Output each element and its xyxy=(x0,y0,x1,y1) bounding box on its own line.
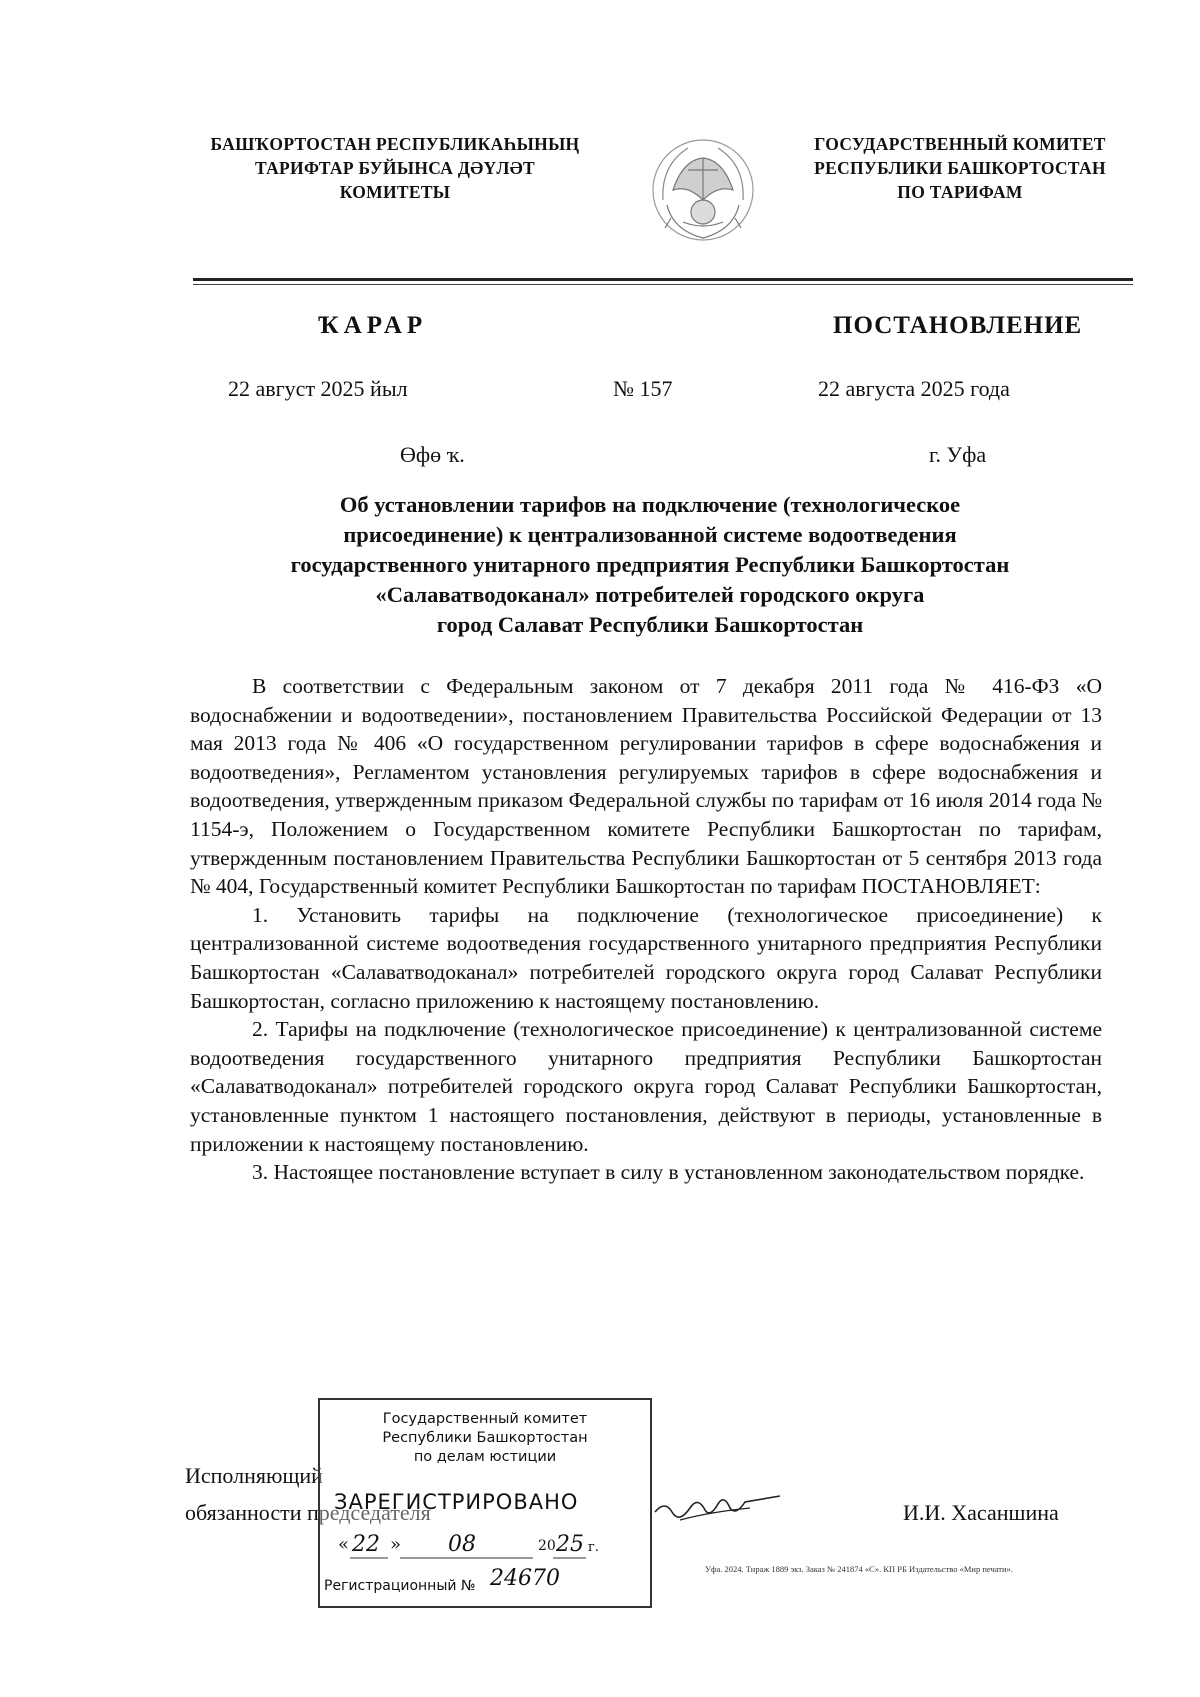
stamp-registered-label: ЗАРЕГИСТРИРОВАНО xyxy=(334,1490,579,1514)
signatory-name: И.И. Хасаншина xyxy=(903,1500,1059,1525)
title-line: присоединение) к централизованной системе водоотведения xyxy=(343,522,957,547)
item-1-paragraph: 1. Установить тарифы на подключение (технологическое присоединение) к централизованной системе водоотведения государственного унитарного предприятия Республики Башкортостан «Салаватводоканал» потребителей городского округа город Салават Республики Башкортостан, согласно приложению к настоящему постановлению. xyxy=(190,902,1102,1013)
header-left-ba xyxy=(175,132,615,204)
doc-type-ru: ПОСТАНОВЛЕНИЕ xyxy=(833,312,1083,339)
item-2-paragraph: 2. Тарифы на подключение (технологическое присоединение) к централизованной системе водоотведения государственного унитарного предприятия Республики Башкортостан «Салаватводоканал» потребителей городского округа город Салават Республики Башкортостан, установленные пунктом 1 настоящего постановления, действуют в периоды, установленные в приложении к настоящему постановлению. xyxy=(190,1017,1102,1156)
city-ba: Өфө ҡ. xyxy=(400,442,465,467)
stamp-org-line: Государственный комитет xyxy=(382,1411,588,1427)
stamp-reg-number: 24670 xyxy=(490,1566,560,1591)
stamp-date-underlines xyxy=(338,1532,638,1562)
doc-type-ba: ҠАРАР xyxy=(318,312,428,339)
document-number: № 157 xyxy=(613,376,673,401)
header-right-line: РЕСПУБЛИКИ БАШКОРТОСТАН xyxy=(814,158,1106,178)
item-3-paragraph: 3. Настоящее постановление вступает в силу в установленном законодательством порядке. xyxy=(252,1160,1085,1185)
header-left-line: ТАРИФТАР БУЙЫНСА ДӘҮЛӘТ xyxy=(255,158,535,178)
header-right-line: ПО ТАРИФАМ xyxy=(897,182,1023,202)
header-right-ru xyxy=(775,132,1145,204)
handwritten-signature-icon xyxy=(650,1482,790,1532)
header-left-line: БАШҠОРТОСТАН РЕСПУБЛИКАҺЫНЫҢ xyxy=(210,134,580,154)
stamp-month: 08 xyxy=(448,1532,476,1557)
printer-imprint: Уфа. 2024. Тираж 1889 экз. Заказ № 241874 «С». КП РБ Издательство «Мир печати». xyxy=(705,1564,1013,1574)
signatory-position-line1: Исполняющий xyxy=(185,1463,323,1488)
stamp-org-line: Республики Башкортостан xyxy=(382,1430,588,1446)
title-line: город Салават Республики Башкортостан xyxy=(436,612,864,637)
document-body xyxy=(190,672,1102,1187)
stamp-year-suffix: 25 xyxy=(556,1532,584,1557)
signatory-position-line2: обязанности председателя xyxy=(185,1500,431,1525)
title-line: «Салаватводоканал» потребителей городского округа xyxy=(375,582,925,607)
city-ru: г. Уфа xyxy=(929,442,987,467)
stamp-day: 22 xyxy=(352,1532,380,1557)
title-line: государственного унитарного предприятия Республики Башкортостан xyxy=(290,552,1010,577)
date-ru: 22 августа 2025 года xyxy=(818,376,1010,401)
stamp-organization xyxy=(320,1410,650,1467)
document-title xyxy=(190,490,1110,640)
stamp-year-end: г. xyxy=(588,1540,599,1555)
stamp-org-line: по делам юстиции xyxy=(413,1449,557,1465)
registration-stamp xyxy=(318,1398,652,1608)
header-rule-thick xyxy=(193,278,1133,281)
stamp-date: « 22 » 08 20 25 г. xyxy=(338,1532,638,1562)
bashkortostan-emblem-icon xyxy=(643,130,763,250)
header-left-line: КОМИТЕТЫ xyxy=(339,182,451,202)
preamble-paragraph: В соответствии с Федеральным законом от 7 декабря 2011 года № 416-ФЗ «О водоснабжении и водоотведении», постановлением Правительства Российской Федерации от 13 мая 2013 года № 406 «О государственном регулировании тарифов в сфере водоснабжения и водоотведения», Регламентом установления регулируемых тарифов в сфере водоснабжения и водоотведения, утвержденным приказом Федеральной службы по тарифам от 16 июля 2014 года № 1154-э, Положением о Государственном комитете Республики Башкортостан по тарифам, утвержденным постановлением Правительства Республики Башкортостан от 5 сентября 2013 года № 404, Государственный комитет Республики Башкортостан по тарифам ПОСТАНОВЛЯЕТ: xyxy=(190,674,1102,899)
stamp-reg-number-label: Регистрационный № xyxy=(324,1578,476,1594)
header-right-line: ГОСУДАРСТВЕННЫЙ КОМИТЕТ xyxy=(814,134,1106,154)
date-ba: 22 август 2025 йыл xyxy=(228,376,408,401)
header-rule-thin xyxy=(193,284,1133,285)
stamp-year-prefix: 20 xyxy=(538,1538,556,1554)
title-line: Об установлении тарифов на подключение (технологическое xyxy=(339,492,961,517)
